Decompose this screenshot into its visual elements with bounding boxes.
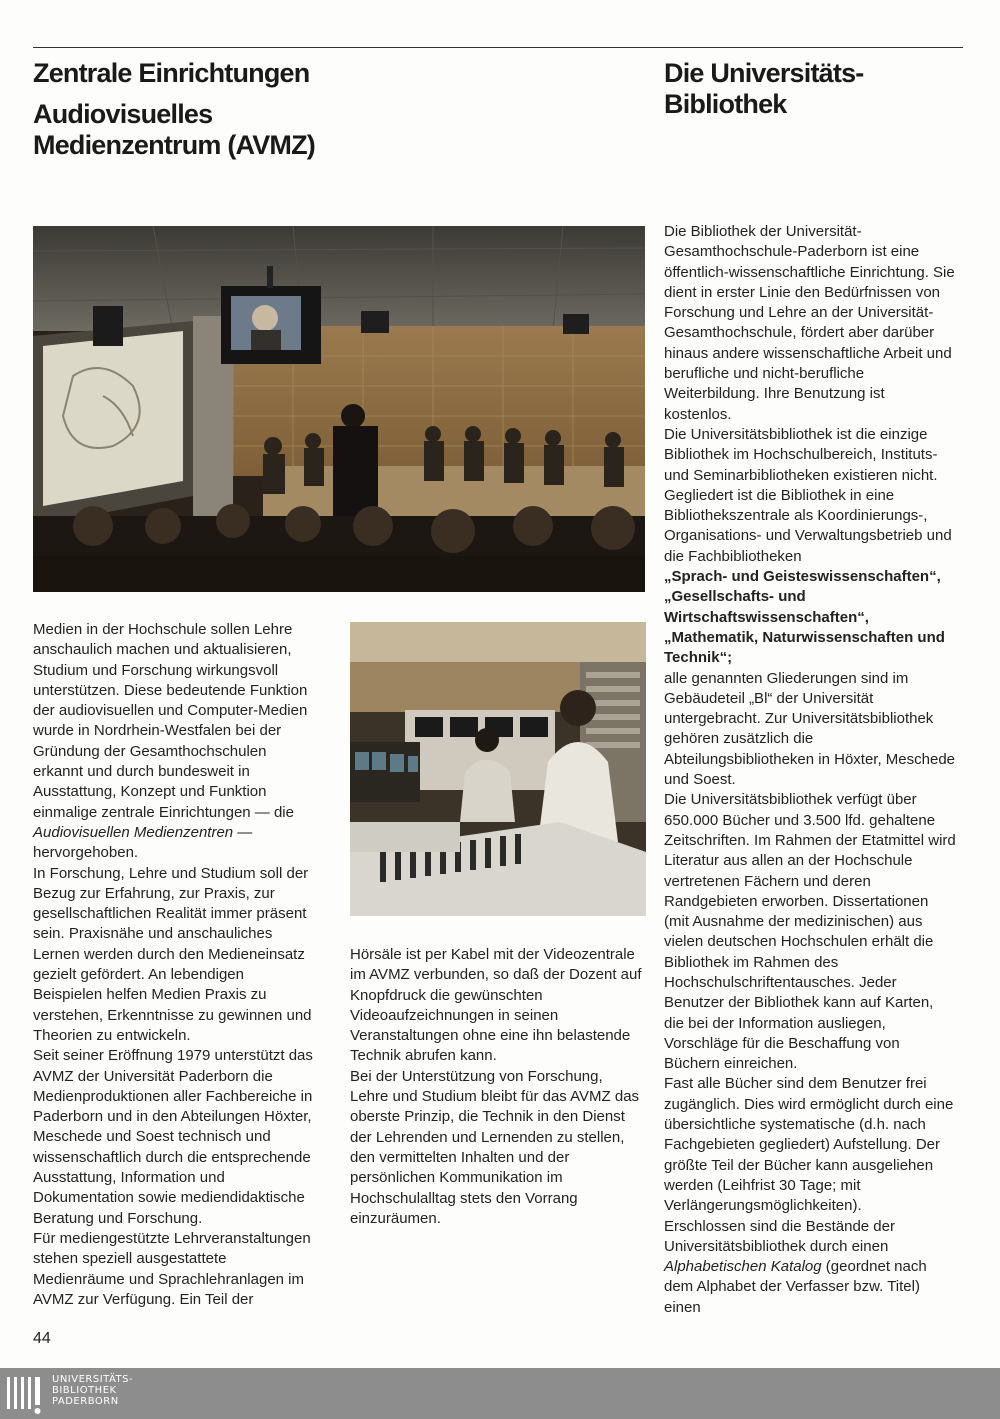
avmz-paragraph-6: Bei der Unterstützung von Forschung, Lehre und Studium bleibt für das AVMZ das oberste Prinzip, die Technik in den Dienst der Lehrenden und Lernenden zu stellen, den vermittelten Inhalten und der persönlichen Kommunikation im Hochschulalltag stets den Vorrang einzuräumen. <box>350 1067 640 1227</box>
footer-line2: BIBLIOTHEK <box>52 1385 117 1396</box>
library-department-2: „Gesellschafts- und Wirtschaftswissenschaften“, <box>664 588 869 626</box>
library-paragraph-1: Die Bibliothek der Universität-Gesamthochschule-Paderborn ist eine öffentlich-wissenschaftliche Einrichtung. Sie dient in erster Linie den Bedürfnissen von Forschung und Lehre an der Universität-Gesamthochschule, fördert aber darüber hinaus andere wissenschaftliche Arbeit und berufliche und nicht-berufliche Weiterbildung. Ihre Benutzung ist kostenlos. <box>664 223 955 423</box>
footer-line3: PADERBORN <box>52 1396 119 1407</box>
left-heading <box>33 58 315 161</box>
library-paragraph-5: Fast alle Bücher sind dem Benutzer frei zugänglich. Dies wird ermöglicht durch eine übersichtliche systematische (d.h. nach Fachgebieten gegliedert) Aufstellung. Der größte Teil der Bücher kann ausgeliehen werden (Leihfrist 30 Tage; mit Verlängerungsmöglichkeiten). <box>664 1075 954 1215</box>
footer-line1: UNIVERSITÄTS- <box>52 1374 134 1385</box>
footer-label <box>52 1374 133 1407</box>
right-heading-line1: Die Universitäts- <box>664 58 864 88</box>
avmz-paragraph-4: Für mediengestützte Lehrveranstaltungen stehen speziell ausgestattete Medienräume und Sprachlehranlagen im AVMZ zur Verfügung. Ein Teil der <box>33 1229 311 1308</box>
left-heading-line2: Audiovisuelles <box>33 99 213 130</box>
left-heading-line3: Medienzentrum (AVMZ) <box>33 130 315 161</box>
avmz-paragraph-1-end: — hervorgehoben. <box>33 823 253 862</box>
avmz-paragraph-5: Hörsäle ist per Kabel mit der Videozentrale im AVMZ verbunden, so daß der Dozent auf Knopfdruck die gewünschten Videoaufzeichnungen in seinen Veranstaltungen ohne eine ihn belastende Technik abrufen kann. <box>350 946 642 1065</box>
left-heading-line1: Zentrale Einrichtungen <box>33 58 310 88</box>
right-heading <box>664 58 964 120</box>
lecture-hall-photo <box>33 226 645 592</box>
control-room-photo <box>350 622 646 916</box>
library-text-column <box>664 222 956 1318</box>
control-room-illustration <box>350 622 646 916</box>
avmz-paragraph-3: Seit seiner Eröffnung 1979 unterstützt das AVMZ der Universität Paderborn die Medienproduktionen aller Fachbereiche in Paderborn und in den Abteilungen Höxter, Meschede und Soest technisch und wissenschaftlich durch die entsprechende Ausstattung, Information und Dokumentation sowie mediendidaktische Beratung und Forschung. <box>33 1047 313 1227</box>
footer-bar <box>0 1368 1000 1419</box>
lecture-hall-illustration <box>33 226 645 592</box>
avmz-text-column <box>33 620 315 1310</box>
right-heading-line2: Bibliothek <box>664 89 787 120</box>
avmz-paragraph-1-text: Medien in der Hochschule sollen Lehre anschaulich machen und aktualisieren, Studium und Forschung wirkungsvoll unterstützen. Diese bedeutende Funktion der audiovisuellen und Computer-Medien wurde in Nordrhein-Westfalen bei der Gründung der Gesamthochschulen erkannt und durch bundesweit in Ausstattung, Konzept und Funktion einmalige zentrale Einrichtungen — die <box>33 621 308 821</box>
avmz-paragraph-1 <box>33 620 315 864</box>
library-logo-icon <box>6 1373 44 1415</box>
library-paragraph-6 <box>664 1217 956 1318</box>
library-paragraph-6-text: Erschlossen sind die Bestände der Universitätsbibliothek durch einen <box>664 1217 895 1255</box>
library-paragraph-6-end: (geordnet nach dem Alphabet der Verfasser bzw. Titel) einen <box>664 1258 927 1316</box>
library-department-1: „Sprach- und Geisteswissenschaften“, <box>664 568 941 586</box>
library-paragraph-6-emphasis: Alphabetischen Katalog <box>664 1258 822 1276</box>
avmz-paragraph-1-emphasis: Audiovisuellen Medienzentren <box>33 823 234 841</box>
avmz-paragraph-2: In Forschung, Lehre und Studium soll der Bezug zur Erfahrung, zur Praxis, zur gesellschaftlichen Realität immer präsent sein. Praxisnähe und anschauliches Lernen werden durch den Medieneinsatz gezielt gefördert. An lebendigen Beispielen helfen Medien Praxis zu verstehen, Erkenntnisse zu gewinnen und Theorien zu entwickeln. <box>33 864 312 1044</box>
top-rule <box>33 47 963 48</box>
library-department-3: „Mathematik, Naturwissenschaften und Technik“; <box>664 628 945 667</box>
page-number: 44 <box>33 1330 51 1347</box>
avmz-text-column-2 <box>350 945 642 1229</box>
library-paragraph-2: Die Universitätsbibliothek ist die einzige Bibliothek im Hochschulbereich, Instituts- und Seminarbibliotheken existieren nicht. Gegliedert ist die Bibliothek in eine Bibliothekszentrale als Koordinierungs-, Organisations- und Verwaltungsbetrieb und die Fachbibliotheken <box>664 425 952 565</box>
library-paragraph-3: alle genannten Gliederungen sind im Gebäudeteil „Bl“ der Universität untergebracht. Zur Universitätsbibliothek gehören zusätzlich die Abteilungsbibliotheken in Höxter, Meschede und Soest. <box>664 669 956 789</box>
library-paragraph-4: Die Universitätsbibliothek verfügt über 650.000 Bücher und 3.500 lfd. gehaltene Zeitschriften. Im Rahmen der Etatmittel wird Literatur aus allen an der Hochschule vertretenen Fächern und deren Randgebieten erworben. Dissertationen (mit Ausnahme der medizinischen) aus vielen deutschen Hochschulen erhält die Bibliothek im Rahmen des Hochschulschriftentausches. Jeder Benutzer der Bibliothek kann auf Karten, die bei der Information ausliegen, Vorschläge für die Beschaffung von Büchern einreichen. <box>664 791 956 1073</box>
